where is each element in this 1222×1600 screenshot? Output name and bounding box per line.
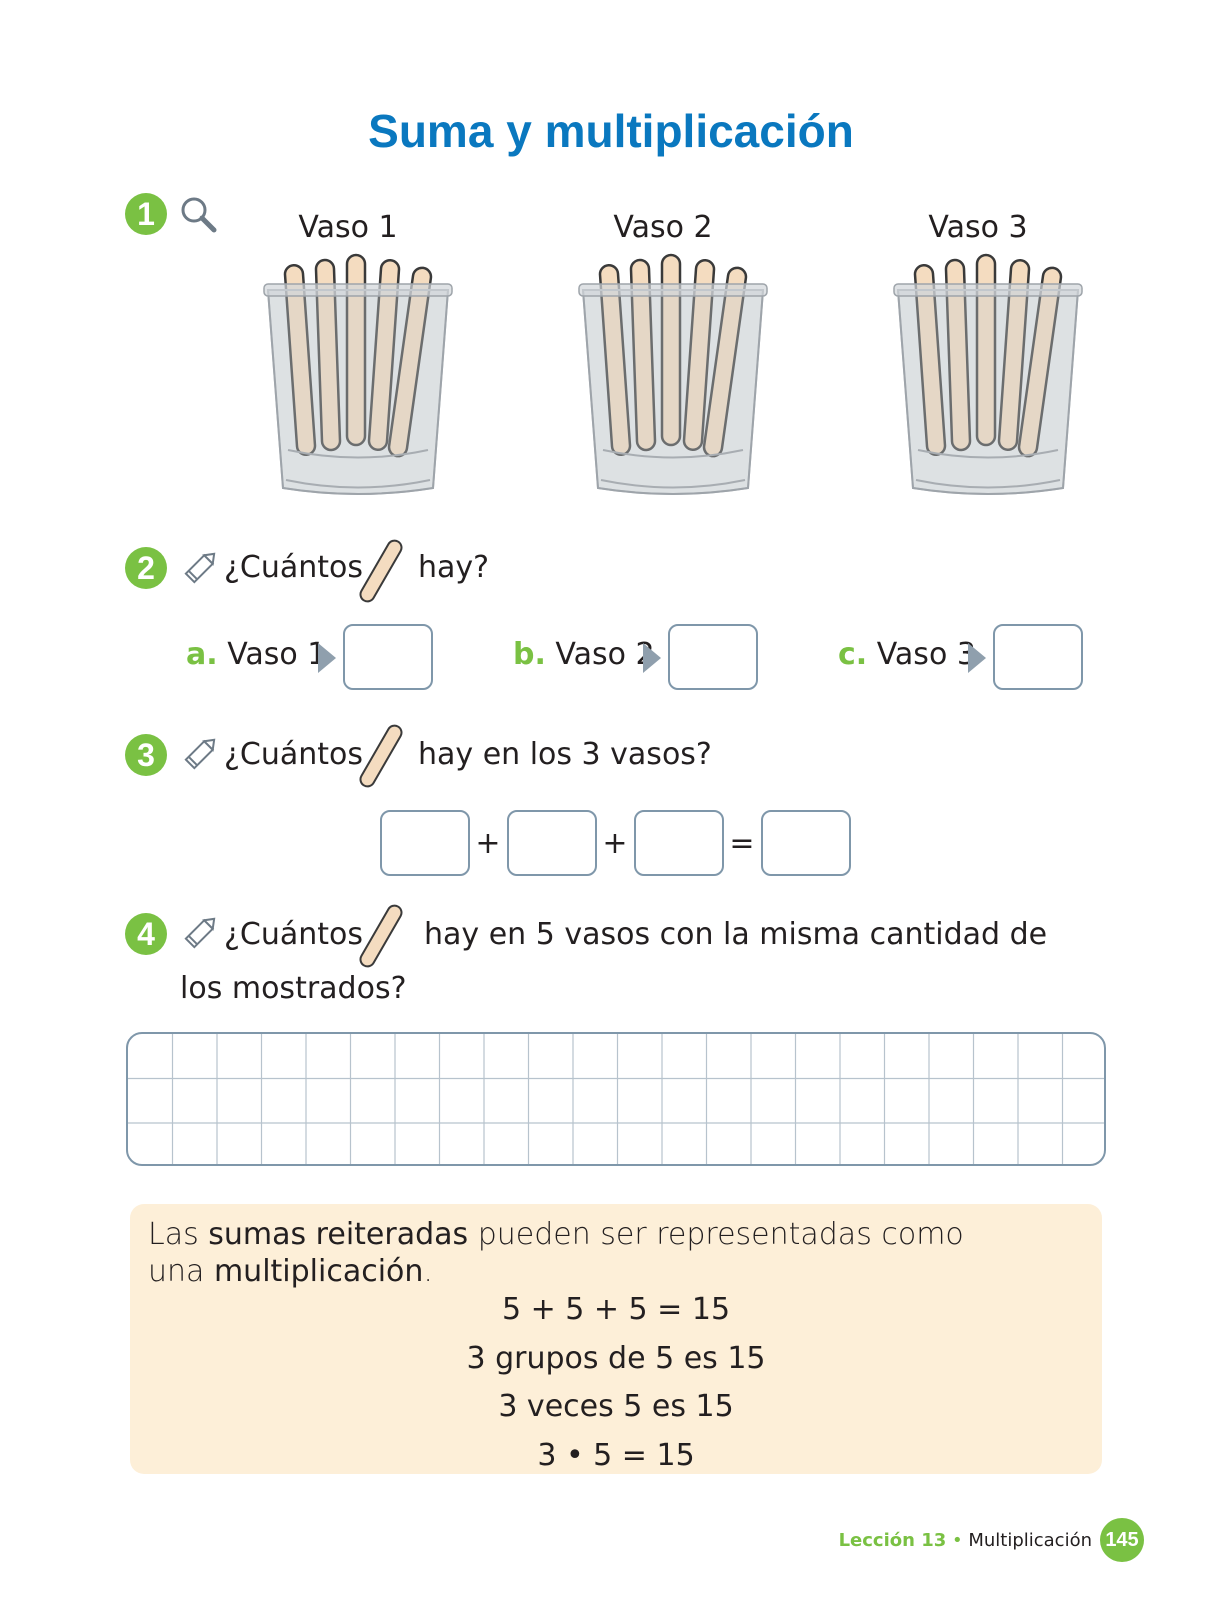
note-term-sumas-reiteradas: sumas reiteradas [208,1217,469,1252]
question-2-pre: ¿Cuántos [224,550,364,585]
question-3-post: hay en los 3 vasos? [418,737,712,772]
footer-topic: Multiplicación [968,1530,1092,1551]
cup-image-2 [573,250,773,510]
cup-label-1: Vaso 1 [298,210,398,245]
cup-label-2: Vaso 2 [613,210,713,245]
example-line-4: 3 • 5 = 15 [537,1438,695,1473]
example-line-1: 5 + 5 + 5 = 15 [501,1292,731,1327]
answer-grid[interactable] [126,1032,1106,1166]
answer-box-vaso-1[interactable] [343,624,433,690]
equals-sign: = [729,826,755,861]
question-3-pre: ¿Cuántos [224,737,364,772]
sum-box-3[interactable] [634,810,724,876]
item-a-label: Vaso 1 [227,637,327,672]
pencil-icon [182,550,222,590]
sum-result-box[interactable] [761,810,851,876]
question-4-pre: ¿Cuántos [224,917,364,952]
step-number-4: 4 [125,913,167,955]
popsicle-stick-icon [355,900,411,974]
plus-sign: + [475,826,501,861]
note-term-multiplicacion: multiplicación [213,1254,424,1289]
item-c [838,637,976,672]
footer-lesson-number: Lección 13 [838,1530,947,1551]
note-line-1: Las sumas reiteradas pueden ser representadas como [148,1217,964,1252]
answer-box-vaso-3[interactable] [993,624,1083,690]
cup-image-1 [258,250,458,510]
arrow-right-icon [968,643,986,673]
step-number-2: 2 [125,547,167,589]
question-4-post: hay en 5 vasos con la misma cantidad de [424,917,1048,952]
question-2-post: hay? [418,550,490,585]
cup-image-3 [888,250,1088,510]
sum-box-2[interactable] [507,810,597,876]
popsicle-stick-icon [355,720,411,794]
pencil-icon [182,915,222,955]
footer-lesson: Lección 13 • Multiplicación [838,1530,1092,1551]
popsicle-stick-icon [355,535,411,609]
example-line-3: 3 veces 5 es 15 [498,1389,734,1424]
item-a [186,637,326,672]
item-b-letter: b. [513,637,546,672]
cup-label-3: Vaso 3 [928,210,1028,245]
step-number-1: 1 [125,193,167,235]
item-c-letter: c. [838,637,868,672]
note-line-2: una multiplicación. [148,1254,433,1289]
item-c-label: Vaso 3 [876,637,976,672]
pencil-icon [182,736,222,776]
arrow-right-icon [318,643,336,673]
item-b-label: Vaso 2 [555,637,655,672]
page-title: Suma y multiplicación [368,105,854,157]
item-a-letter: a. [186,637,218,672]
plus-sign: + [602,826,628,861]
magnifier-icon [178,194,220,236]
example-line-2: 3 grupos de 5 es 15 [466,1341,766,1376]
step-number-3: 3 [125,734,167,776]
arrow-right-icon [643,643,661,673]
answer-box-vaso-2[interactable] [668,624,758,690]
sum-box-1[interactable] [380,810,470,876]
question-4-line2: los mostrados? [180,971,407,1006]
page-number: 145 [1100,1518,1144,1562]
item-b [513,637,655,672]
